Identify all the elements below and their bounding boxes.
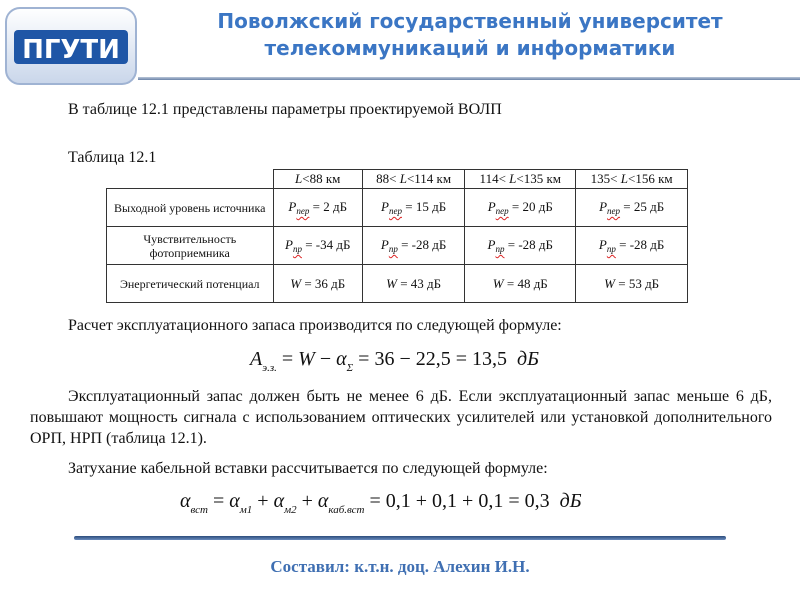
page-title (170, 8, 770, 62)
table-cell: $P_{пер} = 15$ дБ (362, 189, 464, 227)
row-header: Энергетический потенциал (107, 265, 274, 303)
table-caption: Таблица 12.1 (68, 149, 157, 166)
table-row (107, 189, 688, 227)
reserve-formula: $A_{э.з.} = W - \alpha_\Sigma = 36 - 22,5 = 13,5$ дБ (250, 348, 539, 374)
insert-attenuation-formula: $\alpha_{вст} = \alpha_{м1} + \alpha_{м2} + \alpha_{каб.вст} = 0,1 + 0,1 + 0,1 = 0,3$ дБ (180, 490, 582, 516)
formula-unit: дБ (517, 348, 539, 370)
logo-text: ПГУТИ (22, 35, 120, 65)
table-row (107, 265, 688, 303)
table-cell: $P_{пр} = -28$ дБ (465, 227, 576, 265)
row-header: Чувствительность фотоприемника (107, 227, 274, 265)
formula-b-intro-text: Затухание кабельной вставки рассчитывается по следующей формуле: (68, 460, 548, 477)
column-header: 114< L<135 км (465, 170, 576, 189)
table-cell: W = 48 дБ (465, 265, 576, 303)
formula-subscript: Σ (346, 362, 354, 374)
formula-unit: дБ (559, 490, 582, 512)
formula-symbol-a: A (250, 348, 263, 370)
table-cell: $P_{пер} = 20$ дБ (465, 189, 576, 227)
header-divider (138, 77, 800, 80)
formula-values: 0,1 + 0,1 + 0,1 = 0,3 (385, 490, 550, 512)
table-cell: W = 43 дБ (362, 265, 464, 303)
university-logo (4, 6, 138, 86)
column-header: L<88 км (273, 170, 362, 189)
table-cell: $P_{пр} = -28$ дБ (362, 227, 464, 265)
table-cell: $P_{пр} = -34$ дБ (273, 227, 362, 265)
formula-intro-text: Расчет эксплуатационного запаса производится по следующей формуле: (68, 317, 562, 334)
table-header-row (107, 170, 688, 189)
formula-subscript: м2 (284, 504, 297, 516)
formula-subscript: м1 (239, 504, 253, 516)
formula-symbol-w: W (298, 348, 315, 370)
table-corner-cell (107, 170, 274, 189)
footer-divider (74, 536, 726, 540)
parameters-table (106, 169, 688, 303)
column-header: 135< L<156 км (576, 170, 688, 189)
table-cell: $P_{пр} = -28$ дБ (576, 227, 688, 265)
table-row (107, 227, 688, 265)
formula-subscript: э.з. (262, 362, 277, 374)
title-line-1: Поволжский государственный университет (217, 9, 723, 33)
table-cell: W = 36 дБ (273, 265, 362, 303)
table-cell: $P_{пер} = 25$ дБ (576, 189, 688, 227)
table-cell: $P_{пер} = 2$ дБ (273, 189, 362, 227)
column-header: 88< L<114 км (362, 170, 464, 189)
formula-values: 36 − 22,5 = 13,5 (374, 348, 507, 370)
formula-subscript: каб.вст (328, 504, 365, 516)
intro-text: В таблице 12.1 представлены параметры проектируемой ВОЛП (68, 101, 502, 118)
explanation-text: Эксплуатационный запас должен быть не менее 6 дБ. Если эксплуатационный запас меньше 6 дБ, повышают мощность сигнала с использованием оптических усилителей или установкой дополнительного ОРП, НРП (таблица 12.1). (30, 388, 772, 447)
formula-subscript: вст (190, 504, 208, 516)
author-credit: Составил: к.т.н. доц. Алехин И.Н. (270, 557, 530, 576)
table-cell: W = 53 дБ (576, 265, 688, 303)
row-header: Выходной уровень источника (107, 189, 274, 227)
title-line-2: телекоммуникаций и информатики (264, 36, 676, 60)
